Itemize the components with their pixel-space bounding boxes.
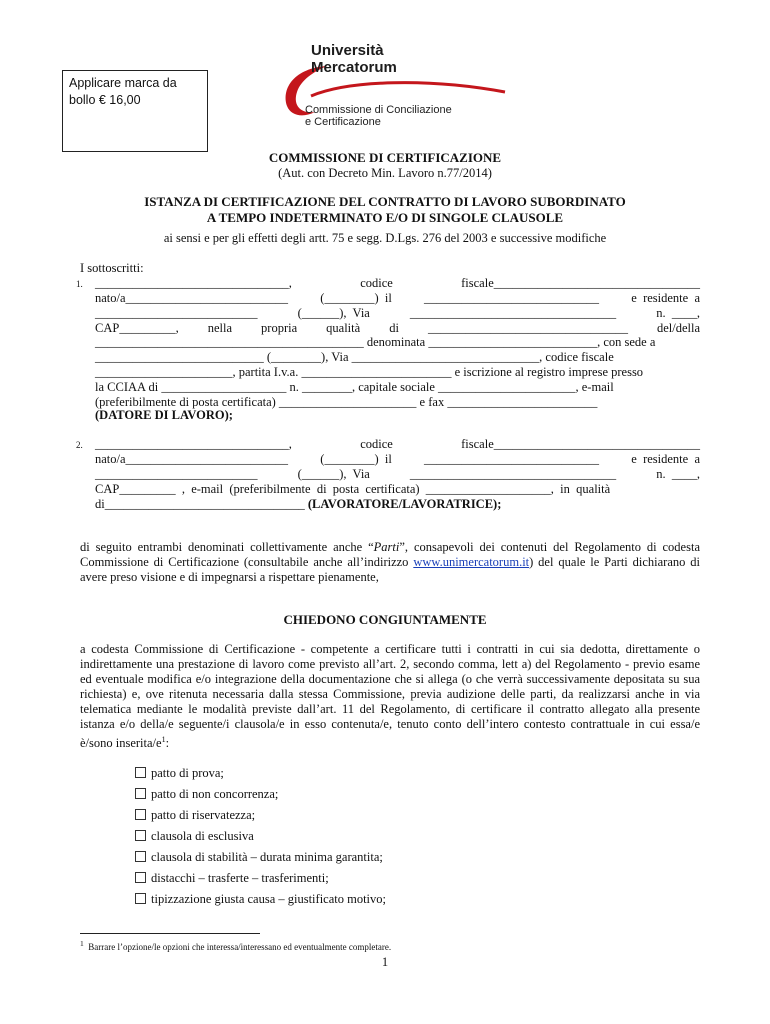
party-1-line-6[interactable]: ___________________________ (________), Via ______________________________, codice fiscale [95, 350, 614, 364]
clause-option-label: patto di riservatezza; [151, 808, 256, 822]
clause-option[interactable] [135, 871, 329, 886]
party-1-line-4[interactable]: CAP_________, nella propria qualità di ________________________________ del/della [95, 321, 700, 335]
party-2-line-3[interactable]: __________________________ (______), Via _________________________________ n. ____, [95, 467, 700, 481]
party-1-line-8[interactable]: la CCIAA di ____________________ n. ________, capitale sociale ______________________, e-mail [95, 380, 614, 394]
clause-option-label: distacchi – trasferte – trasferimenti; [151, 871, 329, 885]
website-link[interactable]: www.unimercatorum.it [413, 555, 530, 569]
sottoscritti-label: I sottoscritti: [80, 261, 144, 275]
clause-option-label: tipizzazione giusta causa – giustificato motivo; [151, 892, 387, 906]
chiedono-heading: CHIEDONO CONGIUNTAMENTE [283, 612, 487, 627]
clause-option[interactable] [135, 808, 255, 823]
clause-option-label: patto di prova; [151, 766, 224, 780]
checkbox-icon[interactable] [135, 788, 146, 799]
checkbox-icon[interactable] [135, 851, 146, 862]
party-1-line-5[interactable]: ___________________________________________ denominata ___________________________, con sede a [95, 335, 656, 349]
party-1-role: (DATORE DI LAVORO); [95, 408, 233, 422]
clause-option[interactable] [135, 850, 383, 865]
logo-arc-icon [309, 78, 509, 102]
istanza-title-line-1: ISTANZA DI CERTIFICAZIONE DEL CONTRATTO DI LAVORO SUBORDINATO [144, 194, 626, 209]
logo-university-name: Università Mercatorum [311, 42, 397, 76]
footnote: $^1$ Barrare l’opzione/le opzioni che interessa/interessano ed eventualmente completare. [80, 939, 392, 952]
checkbox-icon[interactable] [135, 872, 146, 883]
document-title: COMMISSIONE DI CERTIFICAZIONE [268, 150, 502, 165]
clause-option-label: clausola di esclusiva [151, 829, 254, 843]
clause-option[interactable] [135, 787, 278, 802]
stamp-line-2: bollo € 16,00 [69, 93, 141, 107]
footnote-rule [80, 933, 260, 934]
logo-commission-name: Commissione di Conciliazione e Certificazione [305, 104, 452, 128]
clause-option-label: clausola di stabilità – durata minima garantita; [151, 850, 383, 864]
party-1-line-7[interactable]: ______________________, partita I.v.a. ________________________ e iscrizione al registro imprese presso [95, 365, 644, 379]
checkbox-icon[interactable] [135, 830, 146, 841]
party-2-line-4[interactable]: CAP_________ , e-mail (preferibilmente di posta certificata) ____________________, in qualità [95, 482, 611, 496]
document-subtitle: (Aut. con Decreto Min. Lavoro n.77/2014) [278, 166, 492, 180]
revenue-stamp-box [62, 70, 208, 152]
party-1-line-3[interactable]: __________________________ (______), Via _________________________________ n. ____, [95, 306, 700, 320]
checkbox-icon[interactable] [135, 893, 146, 904]
university-logo [275, 42, 505, 132]
intro-paragraph: di seguito entrambi denominati collettivamente anche “Parti”, consapevoli dei contenuti del Regolamento di codesta Commissione di Certificazione (consultabile anche all’indirizzo www.unimercatorum.it) del quale le Parti dichiarano di avere preso visione e di impegnarsi a rispettare pienamente, [80, 540, 700, 584]
checkbox-icon[interactable] [135, 809, 146, 820]
stamp-line-1: Applicare marca da [69, 76, 177, 90]
legal-reference: ai sensi e per gli effetti degli artt. 75 e segg. D.Lgs. 276 del 2003 e successive modifiche [163, 231, 607, 245]
party-1-line-9[interactable]: (preferibilmente di posta certificata) ______________________ e fax ________________________ [95, 395, 598, 409]
page-number: 1 [381, 955, 389, 969]
istanza-title-line-2: A TEMPO INDETERMINATO E/O DI SINGOLE CLAUSOLE [206, 210, 564, 225]
party-1-line-2[interactable]: nato/a__________________________ (________) il ____________________________ e residente a [95, 291, 700, 305]
party-2-line-5[interactable]: di________________________________ (LAVORATORE/LAVORATRICE); [95, 497, 502, 511]
checkbox-icon[interactable] [135, 767, 146, 778]
party-1-line-1[interactable]: _______________________________, codice fiscale_________________________________ [95, 276, 700, 290]
clause-option[interactable] [135, 829, 254, 844]
party-1-number: 1. [76, 279, 83, 289]
party-2-line-2[interactable]: nato/a__________________________ (________) il ____________________________ e residente a [95, 452, 700, 466]
clause-option[interactable] [135, 892, 386, 907]
footnote-ref: 1 [161, 735, 166, 744]
party-2-line-1[interactable]: _______________________________, codice fiscale_________________________________ [95, 437, 700, 451]
clause-option[interactable] [135, 766, 224, 781]
party-2-number: 2. [76, 440, 83, 450]
clause-option-label: patto di non concorrenza; [151, 787, 279, 801]
request-paragraph: a codesta Commissione di Certificazione - competente a certificare tutti i contratti in cui sia dedotta, direttamente o indirettamente una prestazione di lavoro come previsto all’art. 2, secondo comma, lett a) del Regolamento - previo esame ed eventuale modifica e/o integrazione della documentazione che si allega (o che verrà successivamente depositata su sua richiesta) e, ove ritenuta necessaria dalla stessa Commissione, previa audizione delle parti, da realizzarsi anche in via telematica mediante le modalità previste dall’art. 11 del Regolamento, di certificare il contratto allegato alla presente istanza e/o della/e seguente/i clausola/e in esso contenuta/e, tenuto conto dell’intero contesto contrattuale in cui essa/e è/sono inserita/$e^1$: [80, 642, 700, 751]
